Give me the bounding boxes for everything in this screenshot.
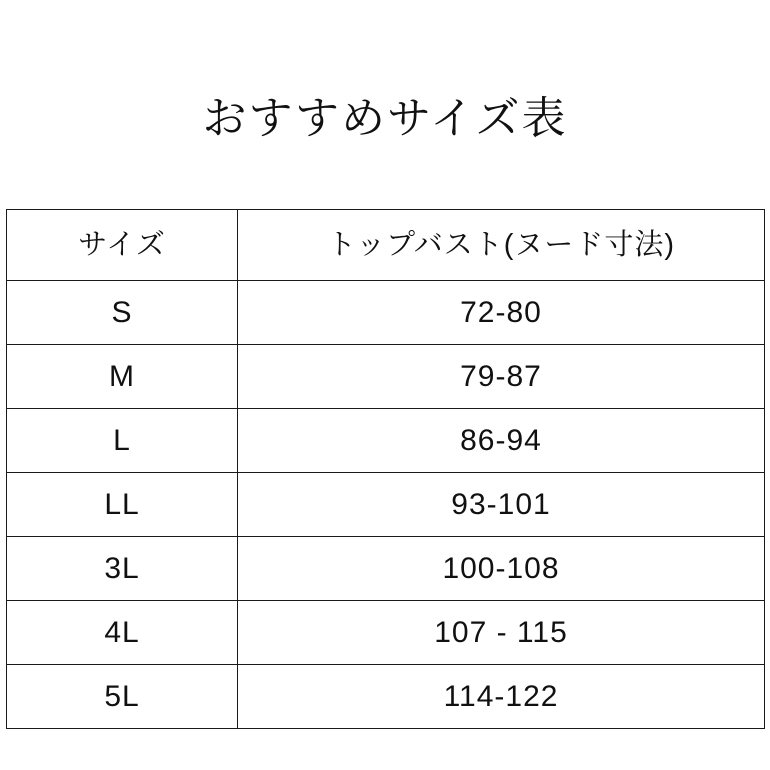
cell-size-value: 5L — [104, 679, 140, 713]
column-header-bust — [238, 210, 765, 281]
table-header-row — [7, 210, 765, 281]
cell-bust — [238, 665, 765, 729]
table-row — [7, 537, 765, 601]
cell-size — [7, 281, 238, 345]
column-header-bust-label: トップバスト(ヌード寸法) — [326, 228, 676, 261]
cell-bust — [238, 473, 765, 537]
cell-size — [7, 601, 238, 665]
table-row — [7, 281, 765, 345]
page-title: おすすめサイズ表 — [202, 94, 568, 143]
table-header — [7, 210, 765, 281]
cell-bust — [238, 281, 765, 345]
cell-size — [7, 537, 238, 601]
cell-bust-value: 114-122 — [443, 679, 559, 713]
cell-size-value: 3L — [104, 551, 140, 585]
size-chart-table — [6, 209, 765, 729]
cell-size-value: L — [113, 423, 131, 457]
cell-bust — [238, 409, 765, 473]
column-header-size — [7, 210, 238, 281]
cell-size-value: S — [111, 295, 133, 329]
cell-size — [7, 345, 238, 409]
cell-size-value: 4L — [104, 615, 140, 649]
cell-bust — [238, 537, 765, 601]
table-row — [7, 473, 765, 537]
cell-bust — [238, 345, 765, 409]
table-row — [7, 345, 765, 409]
column-header-size-label: サイズ — [78, 228, 166, 261]
cell-size — [7, 409, 238, 473]
cell-bust — [238, 601, 765, 665]
cell-bust-value: 72-80 — [460, 295, 542, 329]
table-row — [7, 601, 765, 665]
cell-bust-value: 93-101 — [451, 487, 551, 521]
cell-size — [7, 665, 238, 729]
table-row — [7, 665, 765, 729]
cell-bust-value: 79-87 — [460, 359, 542, 393]
cell-size-value: M — [109, 359, 135, 393]
cell-size — [7, 473, 238, 537]
cell-bust-value: 86-94 — [460, 423, 542, 457]
cell-size-value: LL — [104, 487, 140, 521]
table-body — [7, 281, 765, 729]
table-row — [7, 409, 765, 473]
cell-bust-value: 100-108 — [442, 551, 560, 585]
cell-bust-value: 107 - 115 — [434, 615, 568, 649]
